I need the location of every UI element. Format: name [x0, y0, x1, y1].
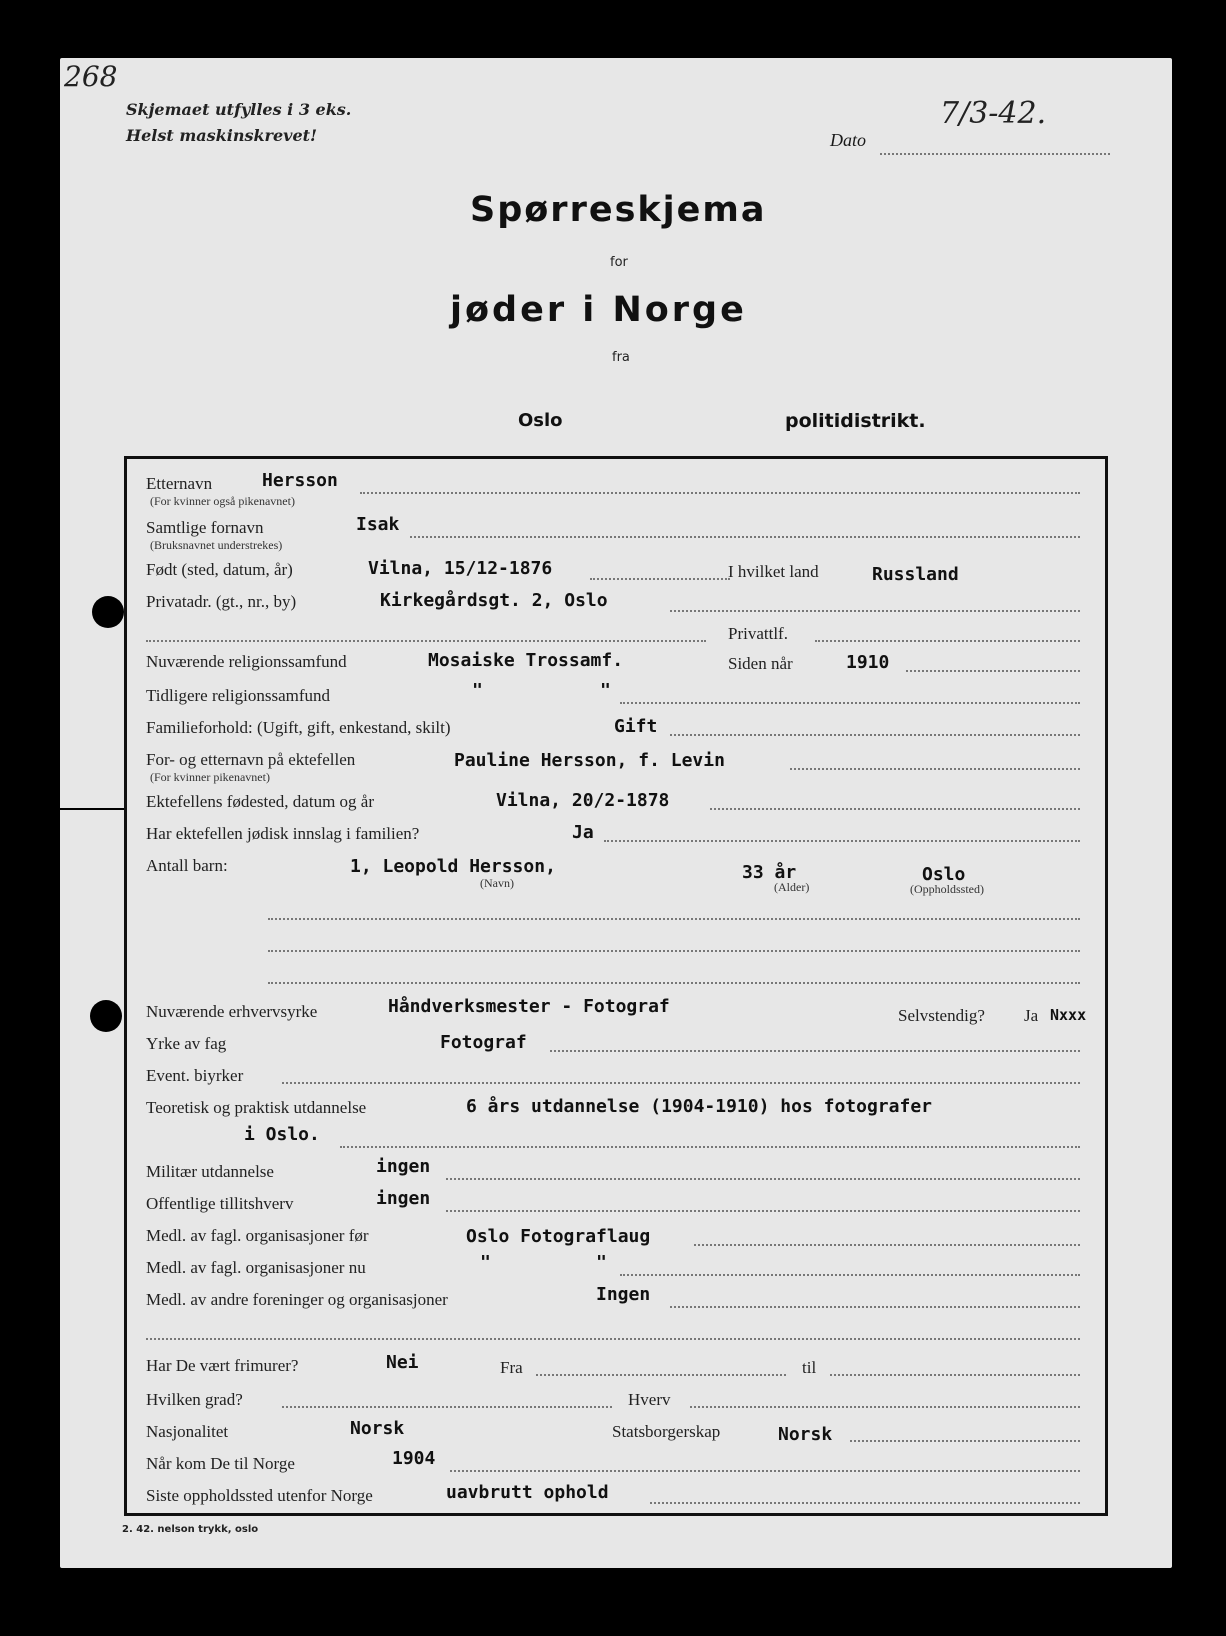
- district-value: Oslo: [518, 410, 563, 431]
- norge-value: 1904: [392, 1448, 436, 1469]
- fodt-label: Født (sted, datum, år): [146, 560, 293, 579]
- privatadr-label: Privatadr. (gt., nr., by): [146, 592, 297, 611]
- org-nu-value-2: ": [596, 1252, 607, 1273]
- siste-opphold-value: uavbrutt ophold: [446, 1482, 609, 1503]
- title-fra: fra: [612, 350, 630, 365]
- fold-line: [52, 808, 124, 810]
- barn-value: 1, Leopold Hersson,: [350, 856, 556, 877]
- district-label: politidistrikt.: [785, 410, 926, 432]
- tidligere-value-1: ": [472, 680, 483, 701]
- ektefelle-label: For- og etternavn på ektefellen: [146, 750, 356, 769]
- til-label: til: [802, 1358, 817, 1377]
- selvstendig-label: Selvstendig?: [898, 1006, 985, 1025]
- note-line-2: Helst maskinskrevet!: [126, 126, 318, 145]
- form-title: Spørreskjema: [470, 190, 767, 230]
- org-for-value: Oslo Fotograflaug: [466, 1226, 651, 1247]
- org-nu-value-1: ": [480, 1252, 491, 1273]
- form-subtitle: jøder i Norge: [450, 290, 747, 330]
- siden-value: 1910: [846, 652, 890, 673]
- religion-label: Nuværende religionssamfund: [146, 652, 347, 671]
- barn-alder-sub: (Alder): [774, 880, 810, 894]
- utdannelse-value-1: 6 års utdannelse (1904-1910) hos fotografer: [466, 1096, 932, 1117]
- land-value: Russland: [872, 564, 959, 585]
- norge-label: Når kom De til Norge: [146, 1454, 295, 1473]
- selvstendig-struck: Nxxx: [1050, 1006, 1087, 1024]
- barn-alder-value: 33 år: [742, 862, 797, 883]
- tidligere-value-2: ": [600, 680, 611, 701]
- biyrker-label: Event. biyrker: [146, 1066, 244, 1085]
- statsborger-label: Statsborgerskap: [612, 1422, 721, 1441]
- fornavn-sub: (Bruksnavnet understrekes): [150, 538, 283, 552]
- land-label: I hvilket land: [728, 562, 819, 581]
- etternavn-label: Etternavn: [146, 474, 213, 493]
- etternavn-value: Hersson: [262, 470, 338, 491]
- ektefelle-jodisk-value: Ja: [572, 822, 594, 843]
- printer-note: 2. 42. nelson trykk, oslo: [122, 1524, 259, 1535]
- nasjonalitet-label: Nasjonalitet: [146, 1422, 229, 1441]
- siden-label: Siden når: [728, 654, 793, 673]
- privatadr-value: Kirkegårdsgt. 2, Oslo: [380, 590, 608, 611]
- dato-value: 7/3-42.: [940, 96, 1047, 131]
- utdannelse-label: Teoretisk og praktisk utdannelse: [146, 1098, 367, 1117]
- tillitshverv-value: ingen: [376, 1188, 431, 1209]
- punch-hole: [90, 1000, 122, 1032]
- handwritten-number: 268: [64, 60, 118, 93]
- dato-label: Dato: [830, 130, 866, 150]
- fornavn-label: Samtlige fornavn: [146, 518, 264, 537]
- tidligere-label: Tidligere religionssamfund: [146, 686, 330, 705]
- ektefelle-sub: (For kvinner pikenavnet): [150, 770, 270, 784]
- ektefelle-jodisk-label: Har ektefellen jødisk innslag i familien?: [146, 824, 420, 843]
- nasjonalitet-value: Norsk: [350, 1418, 405, 1439]
- note-line-1: Skjemaet utfylles i 3 eks.: [126, 100, 352, 119]
- ektefelle-fodested-label: Ektefellens fødested, datum og år: [146, 792, 375, 811]
- tillitshverv-label: Offentlige tillitshverv: [146, 1194, 294, 1213]
- barn-sted-value: Oslo: [922, 864, 966, 885]
- utdannelse-value-2: i Oslo.: [244, 1124, 320, 1145]
- siste-opphold-label: Siste oppholdssted utenfor Norge: [146, 1486, 373, 1505]
- org-for-label: Medl. av fagl. organisasjoner før: [146, 1226, 369, 1245]
- punch-hole: [92, 596, 124, 628]
- militaer-value: ingen: [376, 1156, 431, 1177]
- fodt-value: Vilna, 15/12-1876: [368, 558, 553, 579]
- yrke-value: Fotograf: [440, 1032, 527, 1053]
- familieforhold-label: Familieforhold: (Ugift, gift, enkestand, skilt): [146, 718, 451, 737]
- religion-value: Mosaiske Trossamf.: [428, 650, 624, 671]
- ektefelle-fodested-value: Vilna, 20/2-1878: [496, 790, 670, 811]
- privattlf-label: Privattlf.: [728, 624, 788, 643]
- ektefelle-value: Pauline Hersson, f. Levin: [454, 750, 725, 771]
- statsborger-value: Norsk: [778, 1424, 833, 1445]
- org-nu-label: Medl. av fagl. organisasjoner nu: [146, 1258, 366, 1277]
- barn-navn-sub: (Navn): [480, 876, 514, 890]
- frimurer-value: Nei: [386, 1352, 419, 1373]
- militaer-label: Militær utdannelse: [146, 1162, 274, 1181]
- frimurer-label: Har De vært frimurer?: [146, 1356, 299, 1375]
- barn-label: Antall barn:: [146, 856, 228, 875]
- andre-foreninger-label: Medl. av andre foreninger og organisasjoner: [146, 1290, 448, 1309]
- fra-label: Fra: [500, 1358, 523, 1377]
- selvstendig-value: Ja: [1024, 1006, 1039, 1025]
- hverv-label: Hverv: [628, 1390, 671, 1409]
- grad-label: Hvilken grad?: [146, 1390, 243, 1409]
- yrke-label: Yrke av fag: [146, 1034, 227, 1053]
- erhverv-label: Nuværende erhvervsyrke: [146, 1002, 318, 1021]
- title-for: for: [610, 255, 628, 270]
- familieforhold-value: Gift: [614, 716, 658, 737]
- andre-foreninger-value: Ingen: [596, 1284, 651, 1305]
- etternavn-sub: (For kvinner også pikenavnet): [150, 494, 295, 508]
- erhverv-value: Håndverksmester - Fotograf: [388, 996, 670, 1017]
- fornavn-value: Isak: [356, 514, 400, 535]
- barn-sted-sub: (Oppholdssted): [910, 882, 984, 896]
